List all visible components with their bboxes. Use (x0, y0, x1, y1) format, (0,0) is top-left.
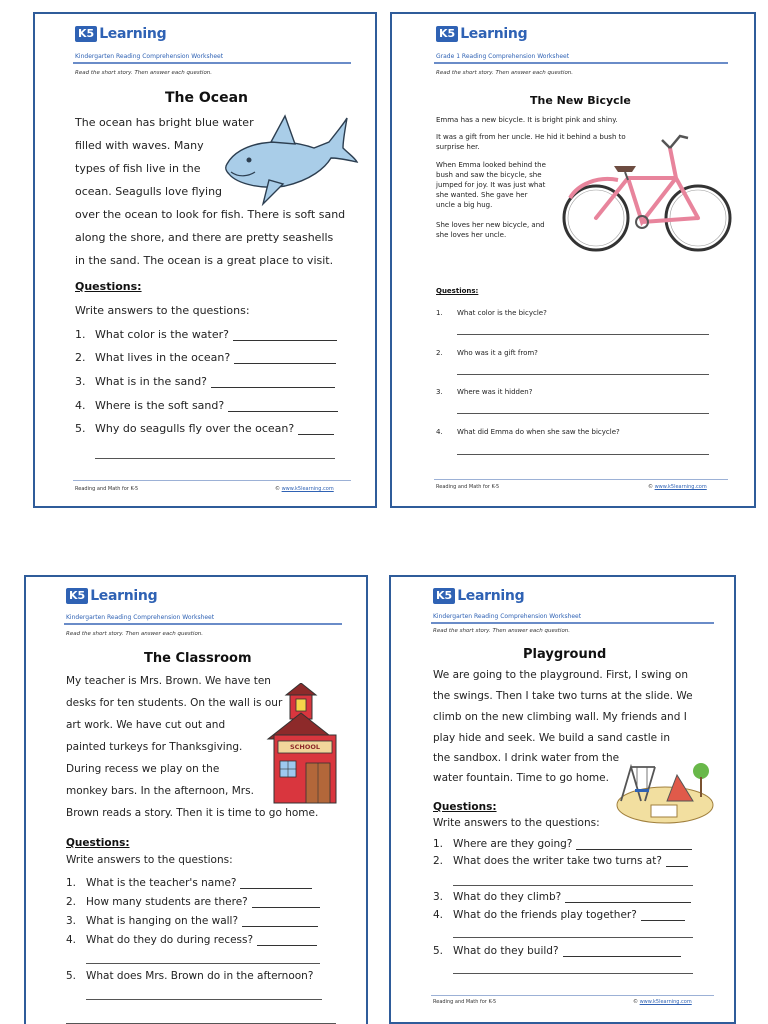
answer-blank[interactable] (257, 945, 317, 946)
story-line: uncle a big hug. (436, 201, 493, 209)
answer-line[interactable] (453, 885, 693, 886)
playground-illustration (615, 761, 715, 825)
questions-heading: Questions: (433, 801, 497, 813)
answer-blank[interactable] (641, 920, 685, 921)
answer-blank[interactable] (234, 363, 336, 364)
answer-blank[interactable] (233, 340, 337, 341)
question-item: 5. Why do seagulls fly over the ocean? (75, 422, 334, 435)
footer-tagline: Reading and Math for K-5 (433, 999, 497, 1005)
grade-label: Kindergarten Reading Comprehension Worksheet (66, 614, 215, 621)
question-item: 3. Where was it hidden? (436, 388, 533, 396)
question-item: 3. What do they climb? (433, 891, 691, 903)
story-line: When Emma looked behind the (436, 161, 546, 169)
answer-line[interactable] (86, 999, 322, 1000)
story-line: My teacher is Mrs. Brown. We have ten (66, 675, 271, 687)
footer-tagline: Reading and Math for K-5 (75, 486, 139, 492)
story-line: over the ocean to look for fish. There is soft sand (75, 208, 346, 221)
header-divider (431, 622, 714, 624)
footer-link[interactable]: www.k5learning.com (281, 486, 334, 492)
story-line: the swings. Then I take two turns at the slide. We (433, 690, 693, 702)
answer-line[interactable] (95, 458, 335, 459)
questions-heading: Questions: (66, 837, 130, 849)
story-line: the sandbox. I drink water from the (433, 752, 620, 764)
shark-illustration (219, 114, 359, 210)
instructions: Read the short story. Then answer each question. (66, 631, 204, 637)
story-line: monkey bars. In the afternoon, Mrs. (66, 785, 254, 797)
story-line: bush and saw the bicycle, she (436, 171, 542, 179)
answer-line[interactable] (453, 937, 693, 938)
story-line: Emma has a new bicycle. It is bright pink and shiny. (436, 116, 618, 124)
story-line: surprise her. (436, 143, 480, 151)
answer-blank[interactable] (242, 926, 318, 927)
footer-link[interactable]: www.k5learning.com (639, 999, 692, 1005)
story-line: painted turkeys for Thanksgiving. (66, 741, 243, 753)
instructions: Read the short story. Then answer each question. (75, 70, 213, 76)
answer-blank[interactable] (666, 866, 688, 867)
worksheet-the-classroom (24, 575, 368, 1024)
story-title: The Classroom (144, 651, 252, 666)
answer-blank[interactable] (252, 907, 320, 908)
footer-link[interactable]: www.k5learning.com (654, 484, 707, 490)
question-item: 5. What do they build? (433, 945, 681, 957)
footer-divider (434, 479, 728, 480)
story-line: she loves her uncle. (436, 231, 507, 239)
answer-line[interactable] (457, 374, 709, 375)
answer-line[interactable] (457, 454, 709, 455)
questions-heading: Questions: (75, 280, 142, 293)
instructions: Read the short story. Then answer each question. (436, 70, 574, 76)
answer-line[interactable] (457, 334, 709, 335)
question-item: 4. What did Emma do when she saw the bicycle? (436, 428, 620, 436)
footer-divider (73, 480, 351, 481)
story-line: in the sand. The ocean is a great place to visit. (75, 254, 334, 267)
question-item: 1. What is the teacher's name? (66, 877, 312, 889)
schoolhouse-illustration (266, 683, 344, 805)
answer-blank[interactable] (576, 849, 692, 850)
instructions: Read the short story. Then answer each question. (433, 628, 571, 634)
footer-copyright: © www.k5learning.com (633, 999, 692, 1005)
story-line: ocean. Seagulls love flying (75, 185, 223, 198)
answer-blank[interactable] (298, 434, 334, 435)
story-line: It was a gift from her uncle. He hid it behind a bush to (436, 133, 626, 141)
footer-copyright: © www.k5learning.com (648, 484, 707, 490)
story-line: She loves her new bicycle, and (436, 221, 545, 229)
answer-line[interactable] (86, 963, 320, 964)
story-line: We are going to the playground. First, I swing on (433, 669, 688, 681)
footer-divider (431, 995, 714, 996)
question-item: 3. What is hanging on the wall? (66, 915, 318, 927)
question-item: 2. Who was it a gift from? (436, 349, 538, 357)
grade-label: Kindergarten Reading Comprehension Worksheet (433, 613, 582, 620)
bicycle-illustration (558, 126, 734, 256)
question-item: 4. What do the friends play together? (433, 909, 685, 921)
grade-label: Kindergarten Reading Comprehension Worksheet (75, 53, 224, 60)
story-line: art work. We have cut out and (66, 719, 226, 731)
grade-label: Grade 1 Reading Comprehension Worksheet (436, 53, 570, 60)
question-item: 2. What does the writer take two turns at? (433, 855, 688, 867)
answer-line[interactable] (457, 413, 709, 414)
worksheet-the-ocean (33, 12, 377, 508)
school-sign: SCHOOL (289, 743, 321, 751)
header-divider (434, 62, 728, 64)
answer-blank[interactable] (228, 411, 338, 412)
k5-logo: K5 Learning (433, 586, 524, 606)
k5-logo: K5 Learning (75, 24, 166, 44)
question-item: 1. Where are they going? (433, 838, 692, 850)
k5-logo: K5 Learning (66, 586, 157, 606)
story-title: Playground (523, 647, 607, 662)
answer-blank[interactable] (563, 956, 681, 957)
question-item: 3. What is in the sand? (75, 375, 335, 388)
questions-heading: Questions: (436, 287, 479, 295)
story-line: climb on the new climbing wall. My friends and I (433, 711, 687, 723)
story-title: The New Bicycle (530, 94, 631, 107)
question-item: 2. How many students are there? (66, 896, 320, 908)
answer-blank[interactable] (240, 888, 312, 889)
question-item: 4. Where is the soft sand? (75, 399, 338, 412)
story-line: water fountain. Time to go home. (433, 772, 609, 784)
question-item: 5. What does Mrs. Brown do in the afternoon? (66, 970, 314, 982)
story-line: types of fish live in the (75, 162, 201, 175)
story-line: jumped for joy. It was just what (436, 181, 546, 189)
question-item: 1. What color is the water? (75, 328, 337, 341)
story-line: play hide and seek. We build a sand castle in (433, 732, 670, 744)
footer-copyright: © www.k5learning.com (275, 486, 334, 492)
question-item: 4. What do they do during recess? (66, 934, 317, 946)
footer-tagline: Reading and Math for K-5 (436, 484, 500, 490)
header-divider (64, 623, 342, 625)
story-line: she wanted. She gave her (436, 191, 528, 199)
header-divider (73, 62, 351, 64)
story-line: Brown reads a story. Then it is time to go home. (66, 807, 319, 819)
story-line: filled with waves. Many (75, 139, 204, 152)
answer-line[interactable] (453, 973, 693, 974)
worksheet-playground (389, 575, 736, 1024)
story-line: The ocean has bright blue water (75, 116, 254, 129)
k5-logo: K5 Learning (436, 24, 527, 44)
questions-intro: Write answers to the questions: (66, 854, 233, 866)
story-line: along the shore, and there are pretty seashells (75, 231, 334, 244)
story-title: The Ocean (165, 90, 248, 106)
questions-intro: Write answers to the questions: (75, 304, 250, 317)
answer-blank[interactable] (565, 902, 691, 903)
question-item: 2. What lives in the ocean? (75, 351, 336, 364)
worksheet-the-new-bicycle (390, 12, 756, 508)
answer-blank[interactable] (211, 387, 335, 388)
questions-intro: Write answers to the questions: (433, 817, 600, 829)
story-line: desks for ten students. On the wall is our (66, 697, 283, 709)
story-line: During recess we play on the (66, 763, 220, 775)
question-item: 1. What color is the bicycle? (436, 309, 547, 317)
